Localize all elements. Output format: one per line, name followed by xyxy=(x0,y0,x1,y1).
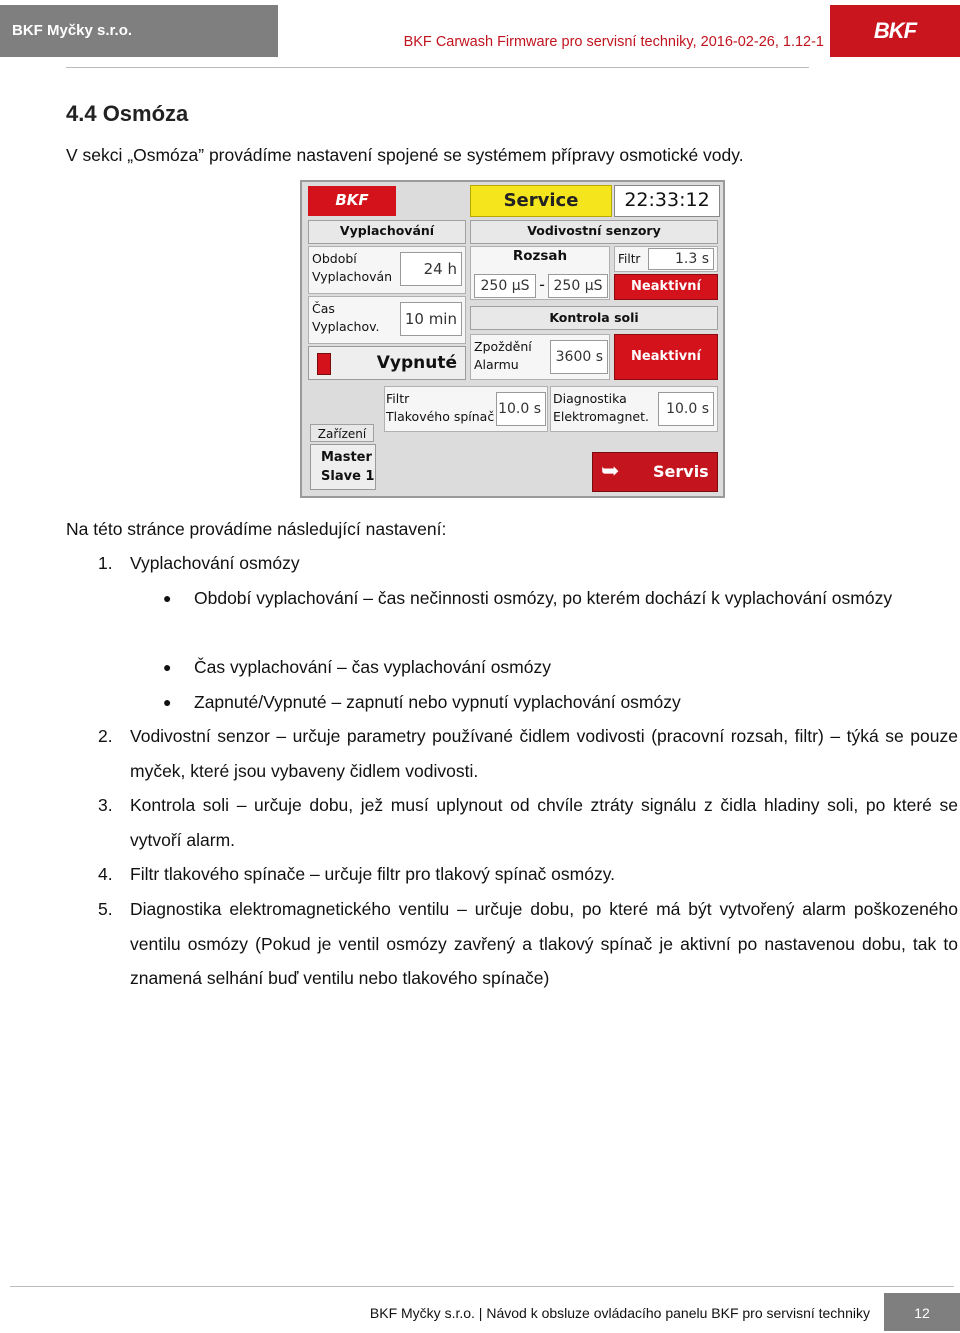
item-text: Vodivostní senzor – určuje parametry používané čidlem vodivosti (pracovní rozsah, filtr) – týká se pouze myček, které jsou vybaveny čidlem vodivosti. xyxy=(130,726,958,781)
footer-divider xyxy=(10,1286,954,1287)
diag-value[interactable]: 10.0 s xyxy=(658,392,714,426)
item-number: 4. xyxy=(98,864,113,884)
range-min[interactable]: 250 µS xyxy=(474,274,536,298)
header-company: BKF Myčky s.r.o. xyxy=(0,5,278,57)
page-number: 12 xyxy=(884,1293,960,1331)
sensor-state-button[interactable]: Neaktivní xyxy=(614,274,718,300)
sensors-header: Vodivostní senzory xyxy=(470,220,718,244)
device-select-button[interactable]: Master Slave 1 xyxy=(310,444,376,490)
filter-label: Filtr xyxy=(618,252,641,266)
item-number: 5. xyxy=(98,899,113,919)
device-label: Zařízení xyxy=(310,424,374,442)
salt-header: Kontrola soli xyxy=(470,306,718,330)
salt-state-button[interactable]: Neaktivní xyxy=(614,334,718,380)
item-number: 2. xyxy=(98,726,113,746)
service-title: Service xyxy=(470,185,612,217)
bullet-text: Čas vyplachování – čas vyplachování osmózy xyxy=(194,657,551,677)
item-text: Diagnostika elektromagnetického ventilu – určuje dobu, po které má být vytvořený alarm poškozeného ventilu osmózy (Pokud je ventil osmózy zavřený a tlakový spínač je aktivní po nastavenou dobu, tak to znamená selhání buď ventilu nebo tlakového spínače) xyxy=(130,899,958,988)
servis-label: Servis xyxy=(653,462,709,481)
section-intro: V sekci „Osmóza” provádíme nastavení spojené se systémem přípravy osmotické vody. xyxy=(66,145,744,165)
item-number: 3. xyxy=(98,795,113,815)
filter-value[interactable]: 1.3 s xyxy=(648,248,714,270)
alarm-delay-label: Zpoždění Alarmu xyxy=(474,339,532,372)
header-doc-title: BKF Carwash Firmware pro servisní techniky, 2016-02-26, 1.12-1 xyxy=(403,34,824,50)
period-value[interactable]: 24 h xyxy=(400,252,462,286)
time-value[interactable]: 10 min xyxy=(400,302,462,336)
footer-text: BKF Myčky s.r.o. | Návod k obsluze ovládacího panelu BKF pro servisní techniky xyxy=(369,1305,870,1321)
back-arrow-icon: ➥ xyxy=(601,459,620,484)
pressure-filter-value[interactable]: 10.0 s xyxy=(496,392,546,426)
range-separator: - xyxy=(539,275,545,294)
item-text: Kontrola soli – určuje dobu, jež musí uplynout od chvíle ztráty signálu z čidla hladiny soli, po které se vytvoří alarm. xyxy=(130,795,958,850)
bullet-text: Zapnuté/Vypnuté – zapnutí nebo vypnutí vyplachování osmózy xyxy=(194,692,681,712)
section-title: 4.4 Osmóza xyxy=(66,101,189,126)
flush-toggle-label: Vypnuté xyxy=(376,353,457,373)
range-max[interactable]: 250 µS xyxy=(548,274,608,298)
hmi-panel-screenshot xyxy=(300,180,725,498)
clock-display: 22:33:12 xyxy=(614,185,720,217)
flush-header: Vyplachování xyxy=(308,220,466,244)
servis-button[interactable] xyxy=(592,452,718,492)
header-divider xyxy=(66,67,809,68)
bullet-text: Období vyplachování – čas nečinnosti osmózy, po kterém dochází k vyplachování osmózy xyxy=(194,588,893,608)
item-number: 1. xyxy=(98,553,113,573)
item-text: Vyplachování osmózy xyxy=(130,553,300,573)
diag-label: Diagnostika Elektromagnet. xyxy=(553,391,649,424)
toggle-indicator-icon xyxy=(317,353,331,375)
hmi-logo: BKF xyxy=(308,186,396,216)
alarm-delay-value[interactable]: 3600 s xyxy=(550,340,608,374)
flush-toggle-button[interactable] xyxy=(308,346,466,380)
bullet-icon: ● xyxy=(163,694,172,710)
period-label: Období Vyplachován xyxy=(312,251,393,284)
pressure-filter-label: Filtr Tlakového spínač xyxy=(386,391,495,424)
lead-text: Na této stránce provádíme následující nastavení: xyxy=(66,519,447,539)
bullet-icon: ● xyxy=(163,659,172,675)
range-label: Rozsah xyxy=(512,248,568,264)
bullet-icon: ● xyxy=(163,590,172,606)
bkf-logo: BKF xyxy=(830,5,960,57)
item-text: Filtr tlakového spínače – určuje filtr pro tlakový spínač osmózy. xyxy=(130,864,616,884)
time-label: Čas Vyplachov. xyxy=(312,301,380,334)
